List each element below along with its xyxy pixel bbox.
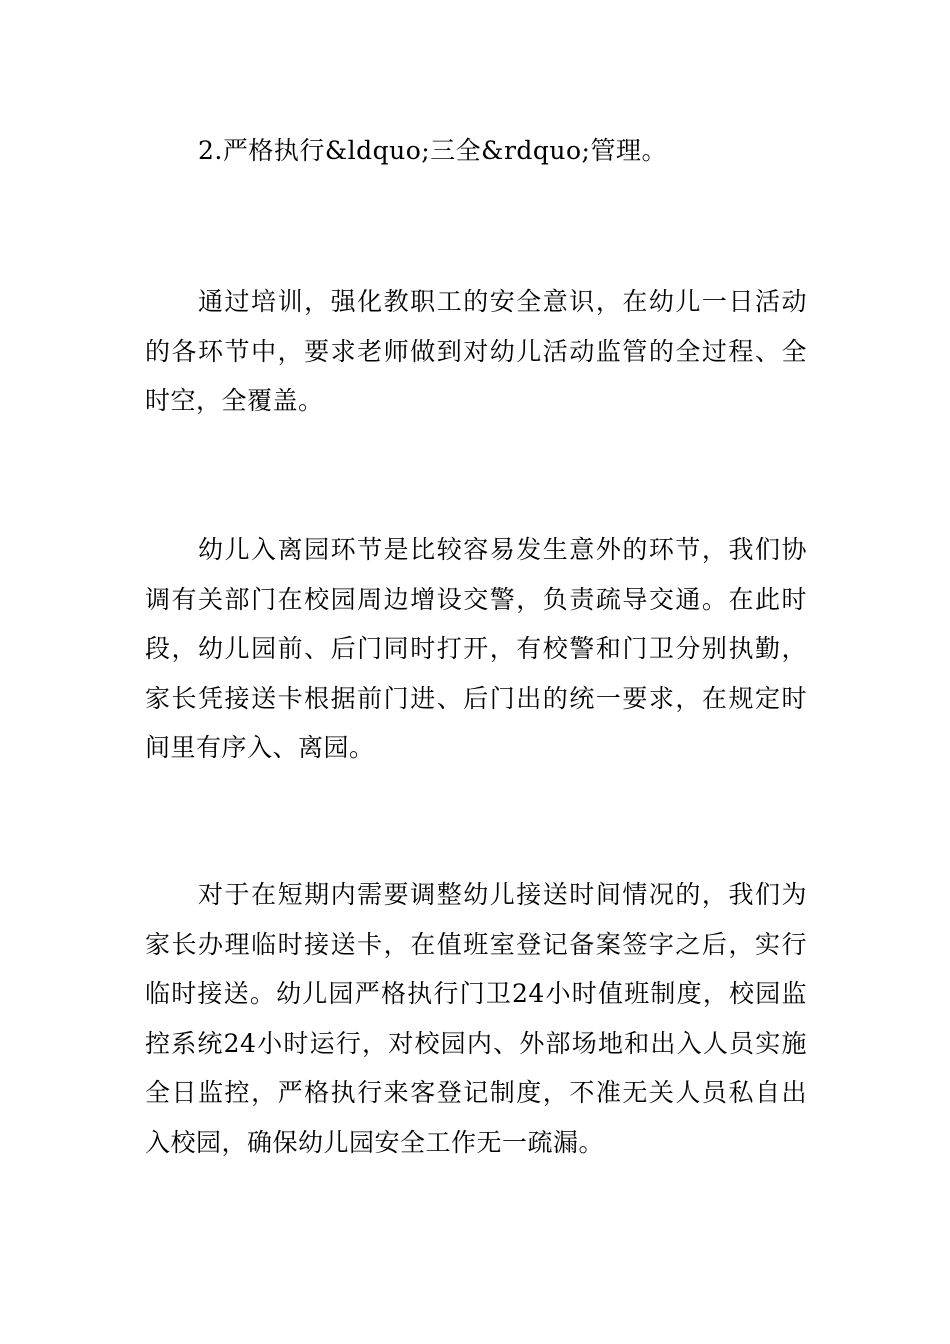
paragraph-entry-exit: 幼儿入离园环节是比较容易发生意外的环节，我们协调有关部门在校园周边增设交警，负责疏导交通。在此时段，幼儿园前、后门同时打开，有校警和门卫分别执勤，家长凭接送卡根据前门进、后门出的统一要求，在规定时间里有序入、离园。: [145, 535, 807, 762]
paragraph-training: 通过培训，强化教职工的安全意识，在幼儿一日活动的各环节中，要求老师做到对幼儿活动监管的全过程、全时空，全覆盖。: [145, 287, 807, 415]
paragraph-temporary-pickup: 对于在短期内需要调整幼儿接送时间情况的，我们为家长办理临时接送卡，在值班室登记备案签字之后，实行临时接送。幼儿园严格执行门卫24小时值班制度，校园监控系统24小时运行，对校园内、外部场地和出入人员实施全日监控，严格执行来客登记制度，不准无关人员私自出入校园，确保幼儿园安全工作无一疏漏。: [145, 880, 807, 1157]
section-heading: 2.严格执行&ldquo;三全&rdquo;管理。: [198, 136, 667, 165]
